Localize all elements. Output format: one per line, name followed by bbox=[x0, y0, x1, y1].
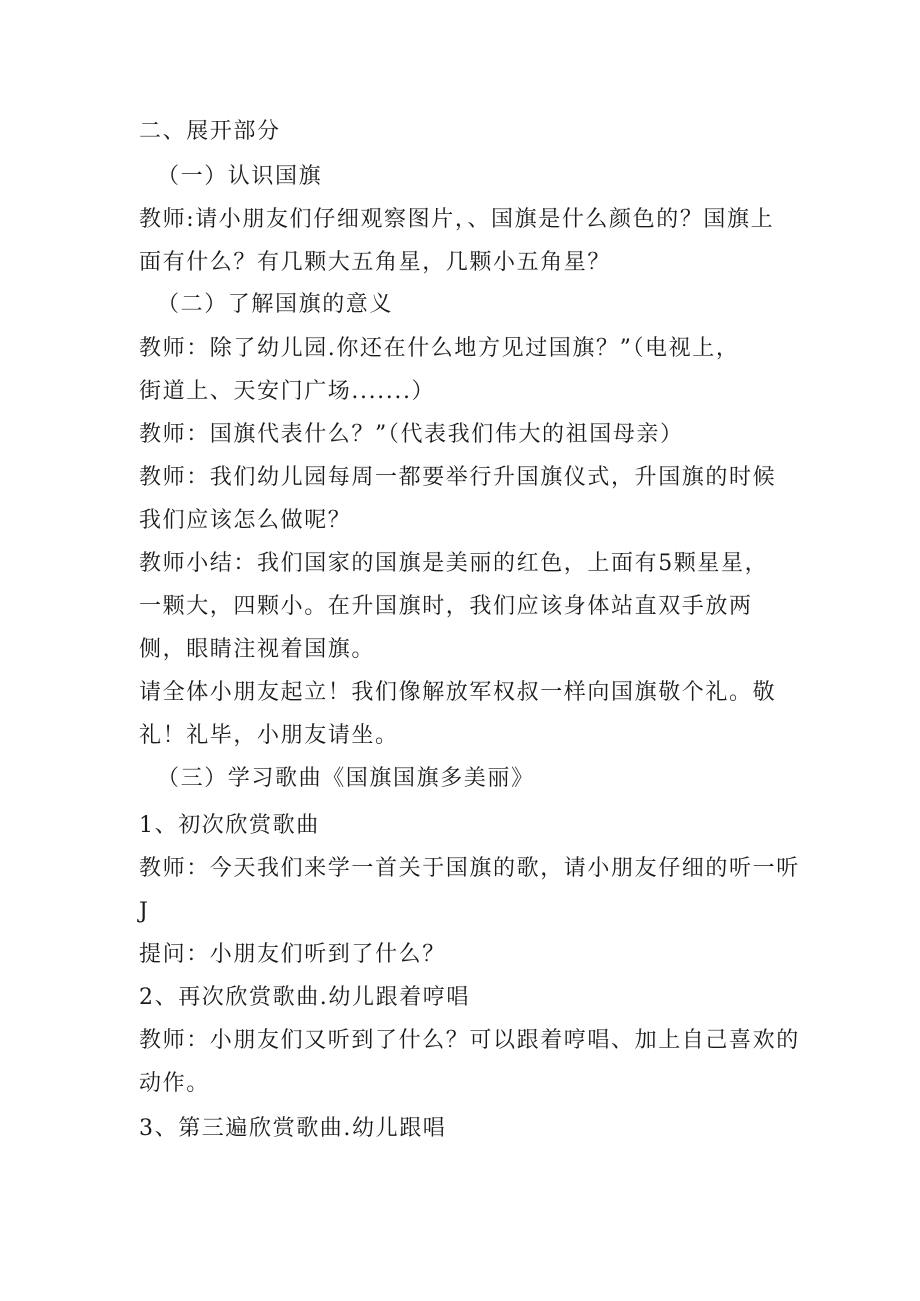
paragraph-line: 教师：国旗代表什么？”（代表我们伟大的祖国母亲） bbox=[139, 422, 684, 447]
subsection-heading-3: （三）学习歌曲《国旗国旗多美丽》 bbox=[157, 766, 535, 791]
paragraph-line: 教师小结：我们国家的国旗是美丽的红色，上面有5颗星星， bbox=[139, 551, 769, 576]
section-heading: 二、展开部分 bbox=[139, 119, 281, 144]
paragraph-line: 街道上、天安门广场.......） bbox=[139, 379, 436, 404]
paragraph-line: 教师：我们幼儿园每周一都要举行升国旗仪式，升国旗的时候 bbox=[139, 465, 777, 490]
paragraph-line: 我们应该怎么做呢？ bbox=[139, 508, 352, 533]
paragraph-line: 礼！礼毕，小朋友请坐。 bbox=[139, 723, 399, 748]
paragraph-line: 教师：今天我们来学一首关于国旗的歌，请小朋友仔细的听一听 bbox=[139, 856, 800, 881]
paragraph-line: 教师:请小朋友们仔细观察图片，、国旗是什么颜色的？国旗上 bbox=[139, 207, 775, 232]
paragraph-line: 提问：小朋友们听到了什么？ bbox=[139, 942, 446, 967]
paragraph-line: 侧，眼睛注视着国旗。 bbox=[139, 637, 376, 662]
paragraph-line: J bbox=[139, 899, 150, 924]
paragraph-line: 面有什么？有几颗大五角星，几颗小五角星？ bbox=[139, 250, 612, 275]
paragraph-line: 请全体小朋友起立！我们像解放军权叔一样向国旗敬个礼。敬 bbox=[139, 680, 777, 705]
subsection-heading-2: （二）了解国旗的意义 bbox=[157, 292, 394, 317]
paragraph-line: 教师：小朋友们又听到了什么？可以跟着哼唱、加上自己喜欢的 bbox=[139, 1028, 800, 1053]
paragraph-line: 教师：除了幼儿园.你还在什么地方见过国旗？”（电视上， bbox=[139, 336, 740, 361]
subsection-heading-1: （一）认识国旗 bbox=[157, 164, 323, 189]
list-item-heading: 1、初次欣赏歌曲 bbox=[139, 813, 320, 838]
list-item-heading: 3、第三遍欣赏歌曲.幼儿跟唱 bbox=[139, 1116, 447, 1141]
list-item-heading: 2、再次欣赏歌曲.幼儿跟着哼唱 bbox=[139, 985, 470, 1010]
paragraph-line: 一颗大，四颗小。在升国旗时，我们应该身体站直双手放两 bbox=[139, 594, 753, 619]
paragraph-line: 动作。 bbox=[139, 1071, 210, 1096]
